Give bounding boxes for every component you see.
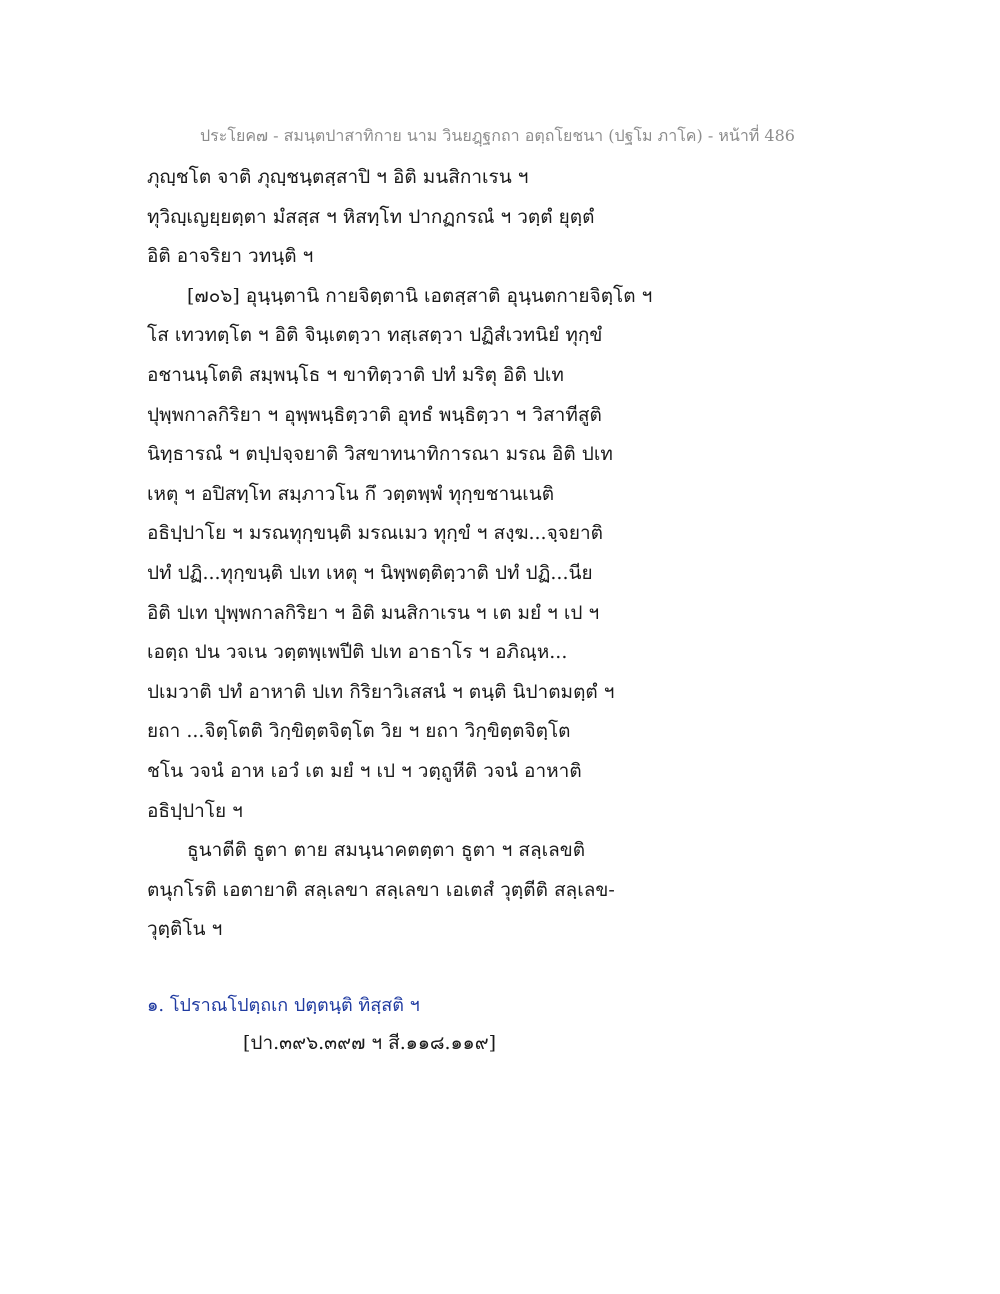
body-text xyxy=(147,158,867,950)
paragraph-start-line: ธูนาตีติ ธูตา ตาย สมนฺนาคตตฺตา ธูตา ฯ สลฺเลขติ xyxy=(187,839,586,862)
text-line: ปเมวาติ ปทํ อาหาติ ปเท กิริยาวิเสสนํ ฯ ตนฺติ นิปาตมตฺตํ ฯ xyxy=(147,680,615,703)
text-line: อธิปฺปาโย ฯ xyxy=(147,799,243,822)
footnote: ๑. โปราณโปตฺถเก ปตฺตนฺติ ทิสฺสติ ฯ xyxy=(147,995,420,1016)
text-line: อธิปฺปาโย ฯ มรณทุกฺขนฺติ มรณเมว ทุกฺขํ ฯ สงฺฆ...จฺจยาติ xyxy=(147,522,603,545)
text-line: ตนุกโรติ เอตายาติ สลฺเลขา สลฺเลขา เอเตสํ วุตฺตีติ สลฺเลข- xyxy=(147,878,615,901)
page-reference: [ปา.๓๙๖.๓๙๗ ฯ สี.๑๑๘.๑๑๙] xyxy=(243,1032,497,1054)
text-line: เอตฺถ ปน วจเน วตฺตพฺเพปีติ ปเท อาธาโร ฯ อภิณฺห... xyxy=(147,641,568,664)
text-line: ทุวิญฺเญยฺยตฺตา มํสสฺส ฯ หิสทฺโท ปากฏกรณํ ฯ วตฺตํ ยุตฺตํ xyxy=(147,205,595,228)
text-line: อิติ อาจริยา วทนฺติ ฯ xyxy=(147,245,314,268)
text-line: ยถา ...จิตฺโตติ วิกฺขิตฺตจิตฺโต วิย ฯ ยถา วิกฺขิตฺตจิตฺโต xyxy=(147,720,571,743)
text-line: เหตุ ฯ อปิสทฺโท สมฺภาวโน กึ วตฺตพฺพํ ทุกฺขชานเนติ xyxy=(147,482,555,505)
page-header: ประโยค๗ - สมนฺตปาสาทิกาย นาม วินยฎฺฐกถา อตฺถโยชนา (ปฐโม ภาโค) - หน้าที่ 486 xyxy=(200,126,795,145)
text-line: อชานนฺโตติ สมฺพนฺโธ ฯ ขาทิตฺวาติ ปทํ มริตุ อิติ ปเท xyxy=(147,363,564,386)
text-line: อิติ ปเท ปุพฺพกาลกิริยา ฯ อิติ มนสิกาเรน ฯ เต มยํ ฯ เป ฯ xyxy=(147,601,600,624)
text-line: วุตฺติโน ฯ xyxy=(147,918,223,941)
text-line: ภุญฺชโต จาติ ภุญฺชนฺตสฺสาปิ ฯ อิติ มนสิกาเรน ฯ xyxy=(147,166,529,188)
text-line: ชโน วจนํ อาห เอวํ เต มยํ ฯ เป ฯ วตฺถูหีติ วจนํ อาหาติ xyxy=(147,759,582,782)
text-line: ปุพฺพกาลกิริยา ฯ อุพฺพนฺธิตฺวาติ อุทธํ พนฺธิตฺวา ฯ วิสาทีสูติ xyxy=(147,403,602,426)
paragraph-start-line: [๗๐๖] อุนฺนฺตานิ กายจิตฺตานิ เอตสฺสาติ อุนฺนตกายจิตฺโต ฯ xyxy=(187,284,653,307)
text-line: ปทํ ปฏิ...ทุกฺขนฺติ ปเท เหตุ ฯ นิพฺพตฺติตฺวาติ ปทํ ปฏิ...นีย xyxy=(147,561,593,584)
text-line: โส เทวทตฺโต ฯ อิติ จินฺเตตฺวา ทสฺเสตฺวา ปฏิสํเวทนิยํ ทุกฺขํ xyxy=(147,324,603,347)
text-line: นิทฺธารณํ ฯ ตปฺปจฺจยาติ วิสขาทนาทิการณา มรณ อิติ ปเท xyxy=(147,443,613,466)
